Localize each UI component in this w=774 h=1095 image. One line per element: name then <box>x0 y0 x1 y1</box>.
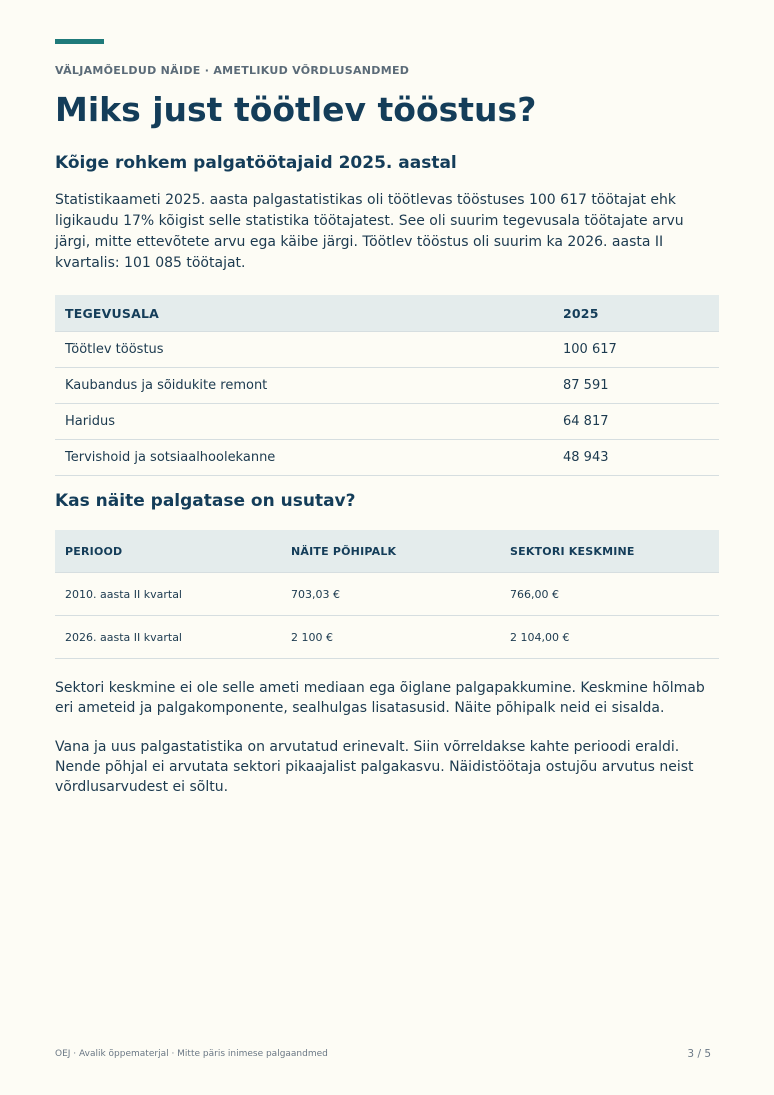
column-header-industry: TEGEVUSALA <box>55 295 553 332</box>
table-row <box>55 616 719 659</box>
intro-paragraph: Statistikaameti 2025. aasta palgastatistikas oli töötlevas tööstuses 100 617 töötajat ehk ligikaudu 17% kõigist selle statistika töötajatest. See oli suurim tegevusala töötajate arvu järgi, mitte ettevõtete arvu ega käibe järgi. Töötlev tööstus oli suurim ka 2026. aasta II kvartalis: 101 085 töötajat. <box>55 192 684 271</box>
column-header-period: PERIOOD <box>55 530 281 573</box>
sector-average-note: Sektori keskmine ei ole selle ameti mediaan ega õiglane palgapakkumine. Keskmine hõlmab eri ameteid ja palgakomponente, sealhulgas lisatasusid. Näite põhipalk neid ei sisalda. <box>55 680 705 716</box>
methodology-note: Vana ja uus palgastatistika on arvutatud erinevalt. Siin võrreldakse kahte perioodi eraldi. Nende põhjal ei arvutata sektori pikaajalist palgakasvu. Näidistöötaja ostujõu arvutus neist võrdlusarvudest ei sõltu. <box>55 739 694 795</box>
section-heading-employees: Kõige rohkem palgatöötajaid 2025. aastal <box>55 153 457 173</box>
footer-note: OEJ · Avalik õppematerjal · Mitte päris inimese palgaandmed <box>55 1049 328 1059</box>
count-cell: 87 591 <box>553 368 719 404</box>
page-number: 3 / 5 <box>687 1048 711 1060</box>
column-header-sector-average: SEKTORI KESKMINE <box>500 530 719 573</box>
eyebrow-label: VÄLJAMÕELDUD NÄIDE · AMETLIKUD VÕRDLUSANDMED <box>55 64 410 77</box>
period-cell: 2026. aasta II kvartal <box>55 616 281 659</box>
industry-cell: Haridus <box>55 404 553 440</box>
table-header-row <box>55 295 719 332</box>
table-row <box>55 440 719 476</box>
count-cell: 48 943 <box>553 440 719 476</box>
count-cell: 64 817 <box>553 404 719 440</box>
table-header-row <box>55 530 719 573</box>
wage-comparison-table <box>55 530 719 659</box>
page-title: Miks just töötlev tööstus? <box>55 90 537 129</box>
accent-bar <box>55 39 104 44</box>
table-row <box>55 332 719 368</box>
industry-cell: Töötlev tööstus <box>55 332 553 368</box>
period-cell: 2010. aasta II kvartal <box>55 573 281 616</box>
industry-cell: Kaubandus ja sõidukite remont <box>55 368 553 404</box>
sector-average-cell: 2 104,00 € <box>500 616 719 659</box>
industry-cell: Tervishoid ja sotsiaalhoolekanne <box>55 440 553 476</box>
industry-table <box>55 295 719 476</box>
column-header-2025: 2025 <box>553 295 719 332</box>
example-salary-cell: 2 100 € <box>281 616 500 659</box>
count-cell: 100 617 <box>553 332 719 368</box>
table-row <box>55 368 719 404</box>
table-row <box>55 404 719 440</box>
column-header-example-salary: NÄITE PÕHIPALK <box>281 530 500 573</box>
example-salary-cell: 703,03 € <box>281 573 500 616</box>
table-row <box>55 573 719 616</box>
sector-average-cell: 766,00 € <box>500 573 719 616</box>
section-heading-wage-level: Kas näite palgatase on usutav? <box>55 491 356 511</box>
